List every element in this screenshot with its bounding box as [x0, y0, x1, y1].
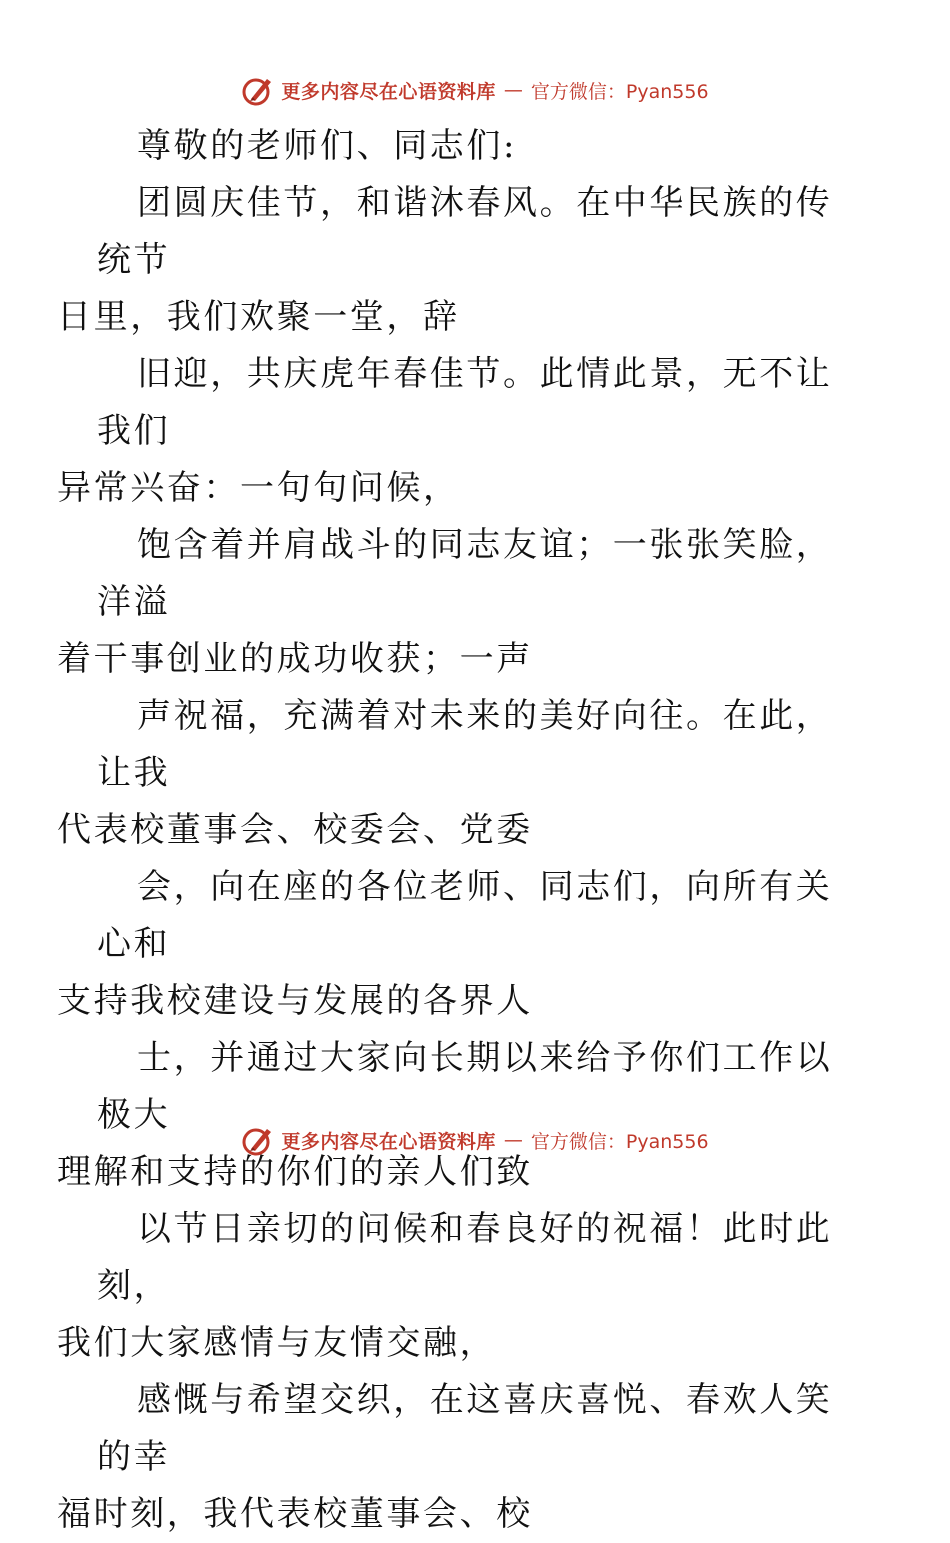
header-dash: — [503, 79, 523, 101]
text-line: 旧迎，共庆虎年春佳节。此情此景，无不让我们 [97, 354, 833, 451]
footer-brand-text: 更多内容尽在心语资料库 [281, 1130, 496, 1153]
text-line: 我们大家感情与友情交融， [57, 1323, 497, 1363]
paragraph [57, 1201, 852, 1372]
text-line: 团圆庆佳节，和谐沐春风。在中华民族的传统节 [97, 183, 833, 280]
pen-feather-icon [241, 73, 275, 107]
paragraph [57, 1030, 852, 1201]
paragraph [57, 517, 852, 688]
paragraph [57, 859, 852, 1030]
text-line: 饱含着并肩战斗的同志友谊；一张张笑脸，洋溢 [97, 525, 833, 622]
paragraph [57, 1372, 852, 1543]
text-line: 日里，我们欢聚一堂，辞 [57, 297, 460, 337]
text-line: 声祝福，充满着对未来的美好向往。在此，让我 [97, 696, 833, 793]
pen-feather-icon [241, 1123, 275, 1157]
paragraph [57, 346, 852, 517]
text-line: 感慨与希望交织，在这喜庆喜悦、春欢人笑的幸 [97, 1380, 833, 1477]
text-line: 理解和支持的你们的亲人们致 [57, 1152, 533, 1192]
text-line: 支持我校建设与发展的各界人 [57, 981, 533, 1021]
text-line: 会，向在座的各位老师、同志们，向所有关心和 [97, 867, 833, 964]
paragraph-greeting [97, 118, 852, 175]
text-line: 异常兴奋：一句句问候， [57, 468, 460, 508]
paragraph [57, 688, 852, 859]
text-line: 福时刻，我代表校董事会、校 [57, 1494, 533, 1534]
paragraph [57, 175, 852, 346]
footer-dash: — [503, 1129, 523, 1151]
text-line: 尊敬的老师们、同志们: [137, 126, 518, 166]
document-body [57, 118, 852, 1543]
text-line: 代表校董事会、校委会、党委 [57, 810, 533, 850]
footer-contact-text: 官方微信：Pyan556 [530, 1130, 709, 1153]
text-line: 以节日亲切的问候和春良好的祝福！此时此刻， [97, 1209, 833, 1306]
header-brand-text: 更多内容尽在心语资料库 [281, 80, 496, 103]
footer-banner [0, 1120, 950, 1160]
header-banner [0, 70, 950, 110]
text-line: 士，并通过大家向长期以来给予你们工作以极大 [97, 1038, 833, 1135]
header-contact-text: 官方微信：Pyan556 [530, 80, 709, 103]
text-line: 着干事创业的成功收获；一声 [57, 639, 533, 679]
